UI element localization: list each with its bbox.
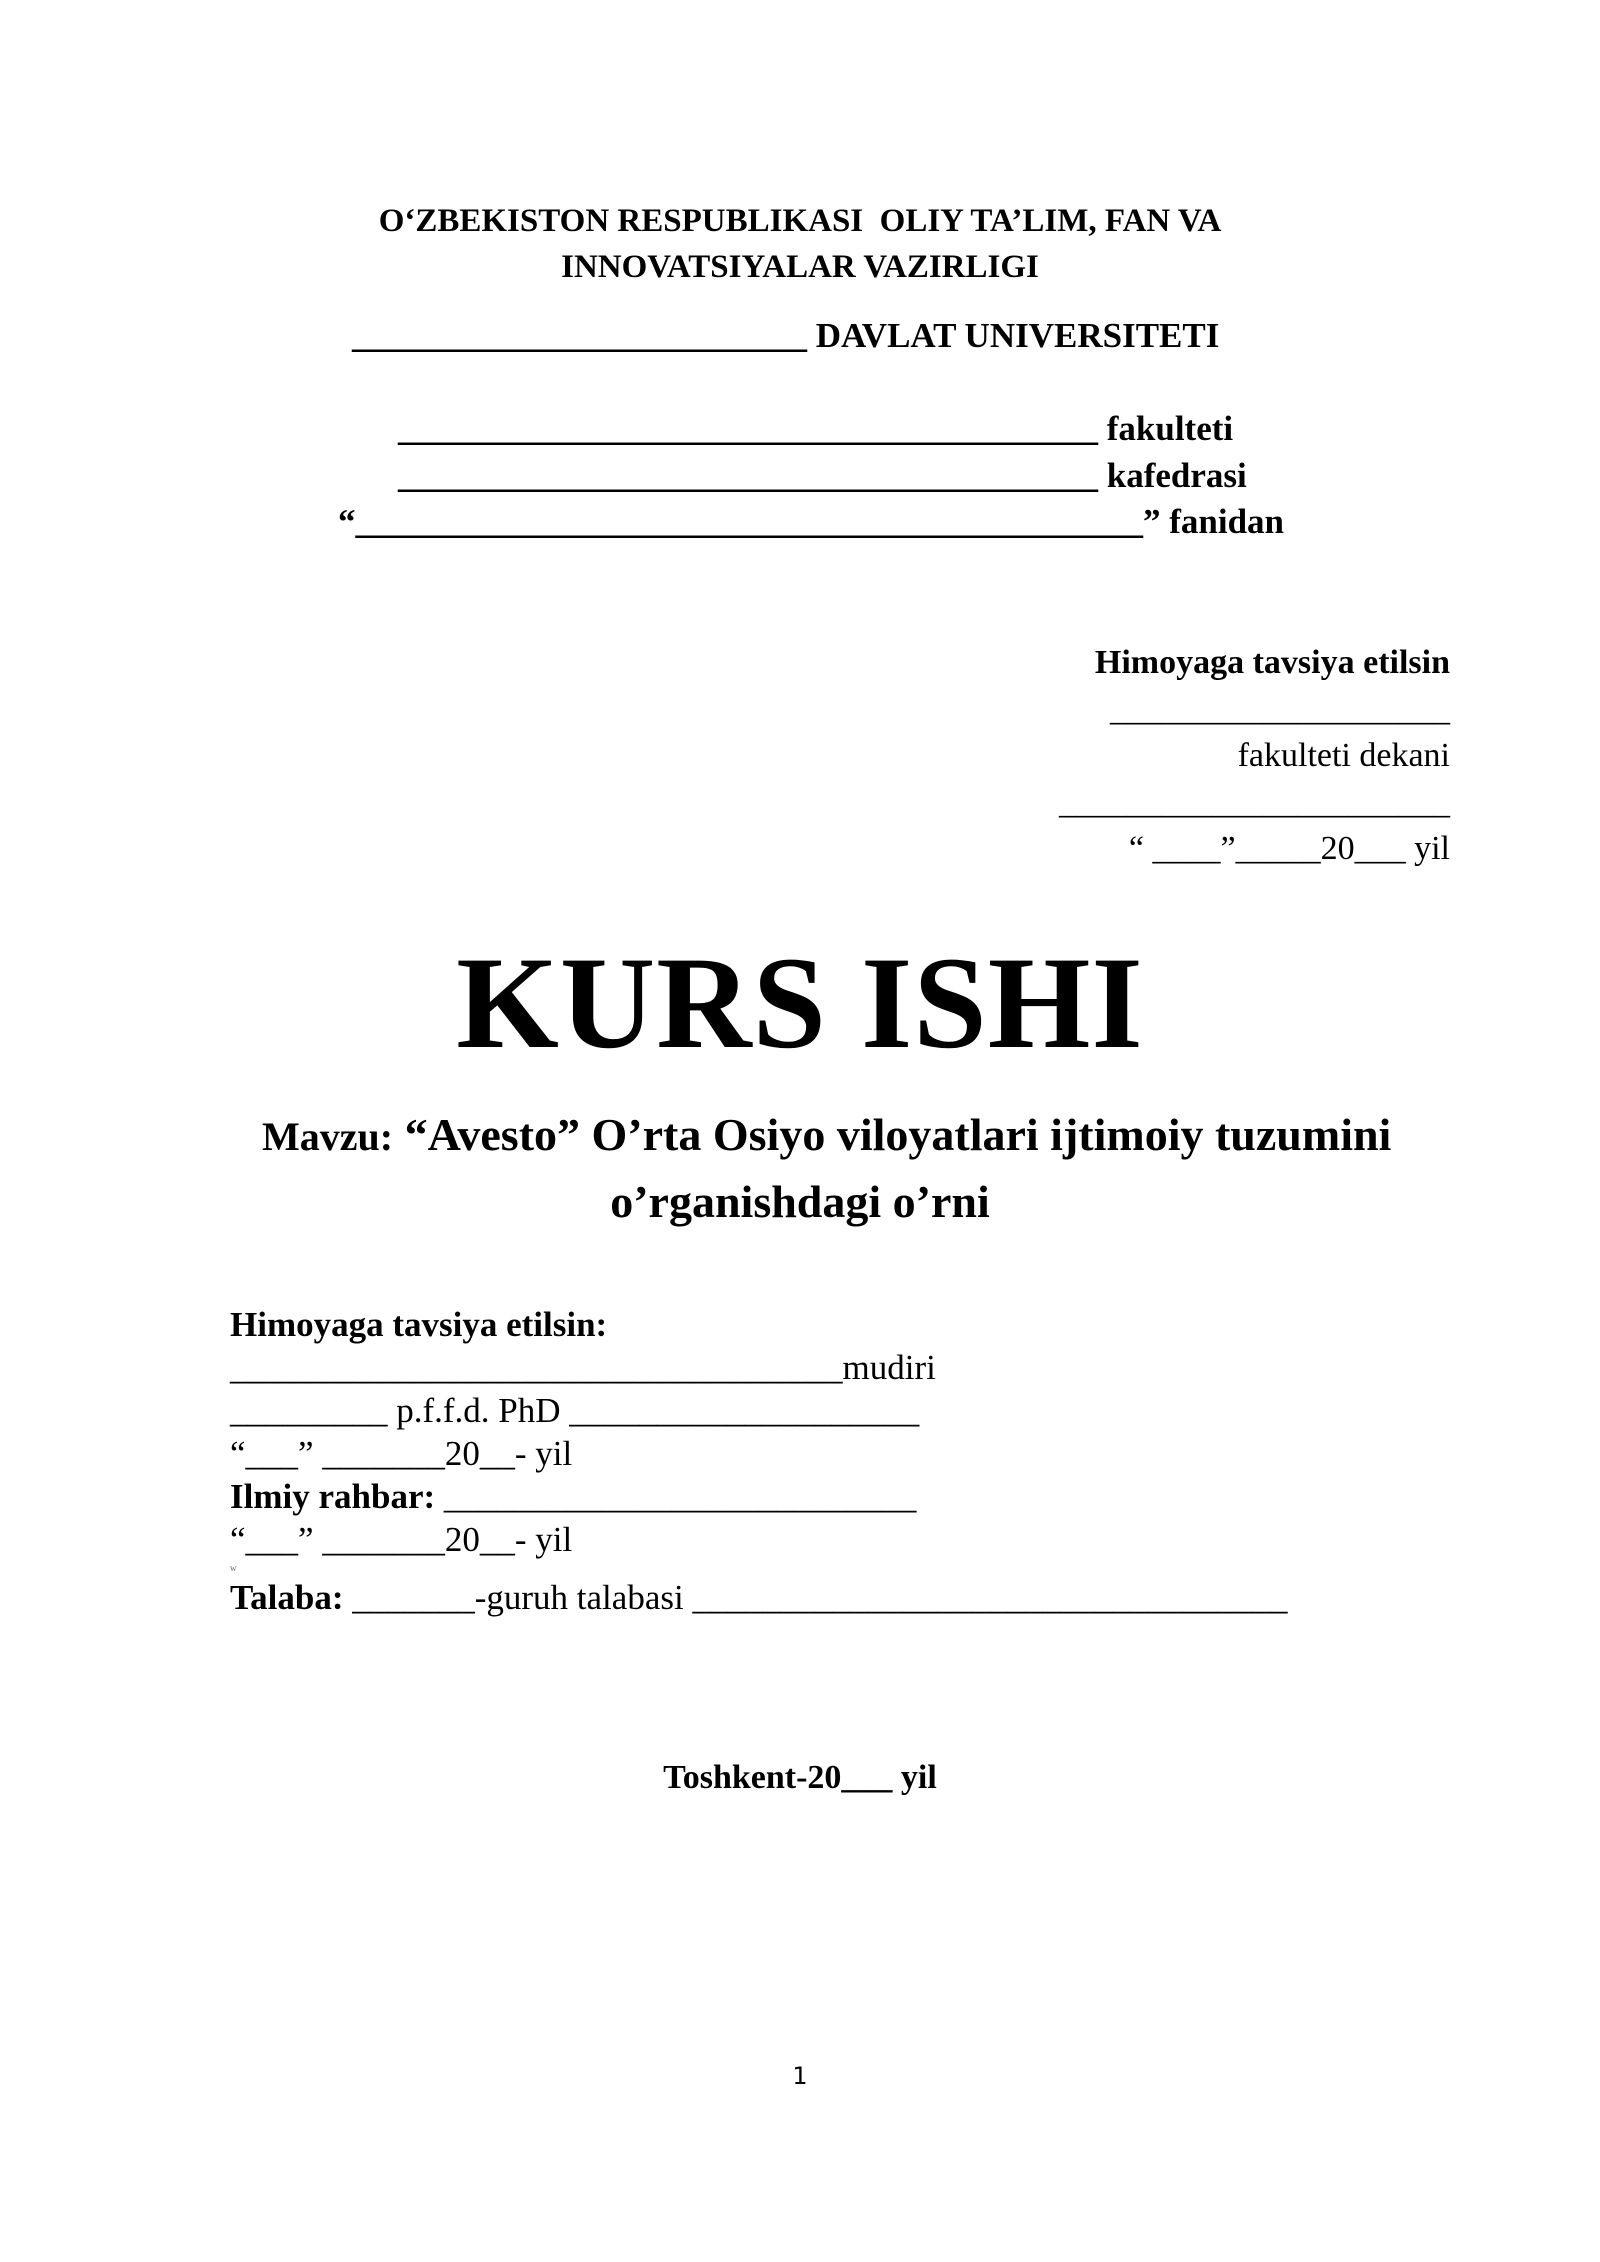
subject-label: Mavzu:	[262, 1114, 394, 1159]
supervisor-line	[230, 1477, 916, 1517]
department-line: ________________________________________ kafedrasi	[398, 456, 1247, 495]
tiny-mark: w	[230, 1563, 237, 1573]
date-line-1: “___” _______20__- yil	[230, 1434, 573, 1473]
page-number: 1	[792, 2062, 808, 2090]
subject-line-2: o’rganishdagi o’rni	[610, 1176, 990, 1227]
student-line	[230, 1578, 1287, 1618]
degree-line: _________ p.f.f.d. PhD ____________________	[230, 1391, 920, 1430]
approval-title: Himoyaga tavsiya etilsin	[1094, 644, 1450, 681]
approval-date: “ ____”_____20___ yil	[1128, 830, 1450, 867]
student-rest: _______-guruh talabasi __________________________________	[343, 1578, 1288, 1617]
supervisor-label: Ilmiy rahbar:	[230, 1477, 436, 1516]
subject-course-line: “_____________________________________________” fanidan	[338, 502, 1285, 541]
approval-blank-1: ____________________	[1110, 691, 1450, 728]
date-line-2: “___” _______20__- yil	[230, 1520, 573, 1559]
student-label: Talaba:	[230, 1578, 344, 1617]
bottom-approval-title: Himoyaga tavsiya etilsin:	[230, 1305, 608, 1344]
head-line: ___________________________________mudiri	[230, 1348, 936, 1387]
dean-label: fakulteti dekani	[1237, 737, 1450, 774]
supervisor-blank: ___________________________	[435, 1477, 917, 1516]
city-year: Toshkent-20___ yil	[663, 1759, 937, 1796]
university-line: __________________________ DAVLAT UNIVERSITETI	[352, 316, 1220, 355]
faculty-line: ________________________________________ fakulteti	[398, 409, 1234, 448]
approval-blank-2: _______________________	[1059, 784, 1450, 821]
document-title: KURS ISHI	[456, 929, 1144, 1076]
ministry-line-2: INNOVATSIYALAR VAZIRLIGI	[561, 249, 1039, 285]
subject-text-1: “Avesto” O’rta Osiyo viloyatlari ijtimoiy tuzumini	[393, 1109, 1392, 1160]
subject-line-1	[262, 1109, 1391, 1162]
ministry-line-1: O‘ZBEKISTON RESPUBLIKASI OLIY TA’LIM, FAN VA	[378, 203, 1222, 239]
